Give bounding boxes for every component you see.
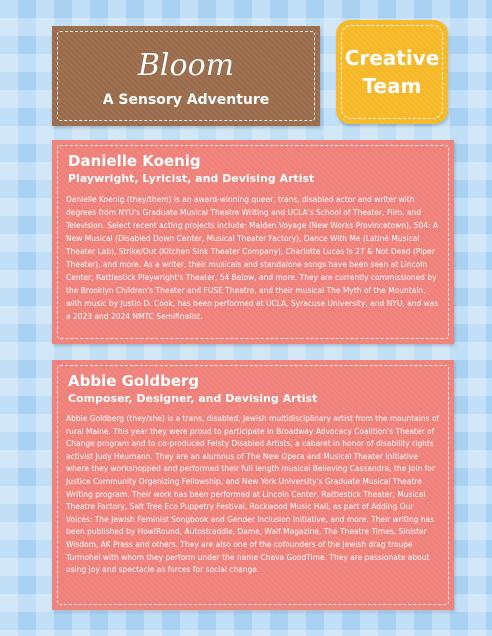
bio-role: Playwright, Lyricist, and Devising Artist: [68, 172, 315, 185]
badge-line-1: Creative: [344, 46, 440, 70]
show-title: Bloom: [137, 48, 235, 83]
bio-card-danielle-koenig: [52, 140, 454, 344]
title-card: [52, 26, 320, 126]
bio-text: Danielle Koenig (they/them) is an award-winning queer, trans, disabled actor and writer with degrees from NYU's Graduate Musical Theatre Writing and UCLA's School of Theater, Film, and Television. Select recent acting projects include: Maiden Voyage (New Works Provincetown), 504: A New Musical (Disabled Down Center, Musical Theater Factory), Dance With Me (Latiné Musical Theater Lab), Strike/Out (Kitchen Sink Theater Company), Charlotte Lucas Is 27 & Not Dead (Piper Theater), and more. As a writer, their musicals and standalone songs have been seen at Lincoln Center, Rattlestick Playwright's Theater, 54 Below, and more. They are currently commissioned by the Brooklyn Children's Theater and FUSE Theatre, and their musical The Myth of the Mountain, with music by Justin D. Cook, has been performed at UCLA, Syracuse University, and NYU, and was a 2023 and 2024 NMTC Semifinalist.: [66, 195, 439, 321]
bio-name: Danielle Koenig: [68, 152, 201, 170]
bio-name: Abbie Goldberg: [68, 372, 200, 390]
badge-line-2: Team: [362, 74, 422, 98]
creative-team-badge: [336, 20, 448, 124]
show-subtitle: A Sensory Adventure: [102, 92, 270, 108]
bio-role: Composer, Designer, and Devising Artist: [68, 392, 318, 405]
badge-label: [336, 44, 448, 100]
bio-card-abbie-goldberg: [52, 360, 454, 610]
bio-text: Abbie Goldberg (they/she) is a trans, disabled, Jewish multidisciplinary artist from the mountains of rural Maine. This year they were proud to participate in Broadway Advocacy Coalition's Theater of Change program and to co-produced Feisty Disabled Artists, a cabaret in honor of disability rights activist Judy Heumann. They are an alumnus of The New Opera and Musical Theater Initiative where they workshopped and performed their full length musical Believing Cassandra, the Join for Justice Community Organizing Fellowship, and New York University's Graduate Musical Theatre Writing program. Their work has been performed at Lincoln Center, Rattlestick Theater, Musical Theatre Factory, Salt Tree Eco Puppetry Festival, Rockwood Music Hall, as part of Adding Our Voices: The Jewish Feminist Songbook and Gender Inclusion Initiative, and more. Their writing has been published by HowlRound, Autostraddle, Dame, Waif Magazine, The Theatre Times, Sinister Wisdom, AK Press and others. They are also one of the cofounders of the Jewish drag troupe Turmohel with whom they perform under the name Chava GoodTime. They are passionate about using joy and spectacle as forces for social change.: [66, 414, 440, 575]
